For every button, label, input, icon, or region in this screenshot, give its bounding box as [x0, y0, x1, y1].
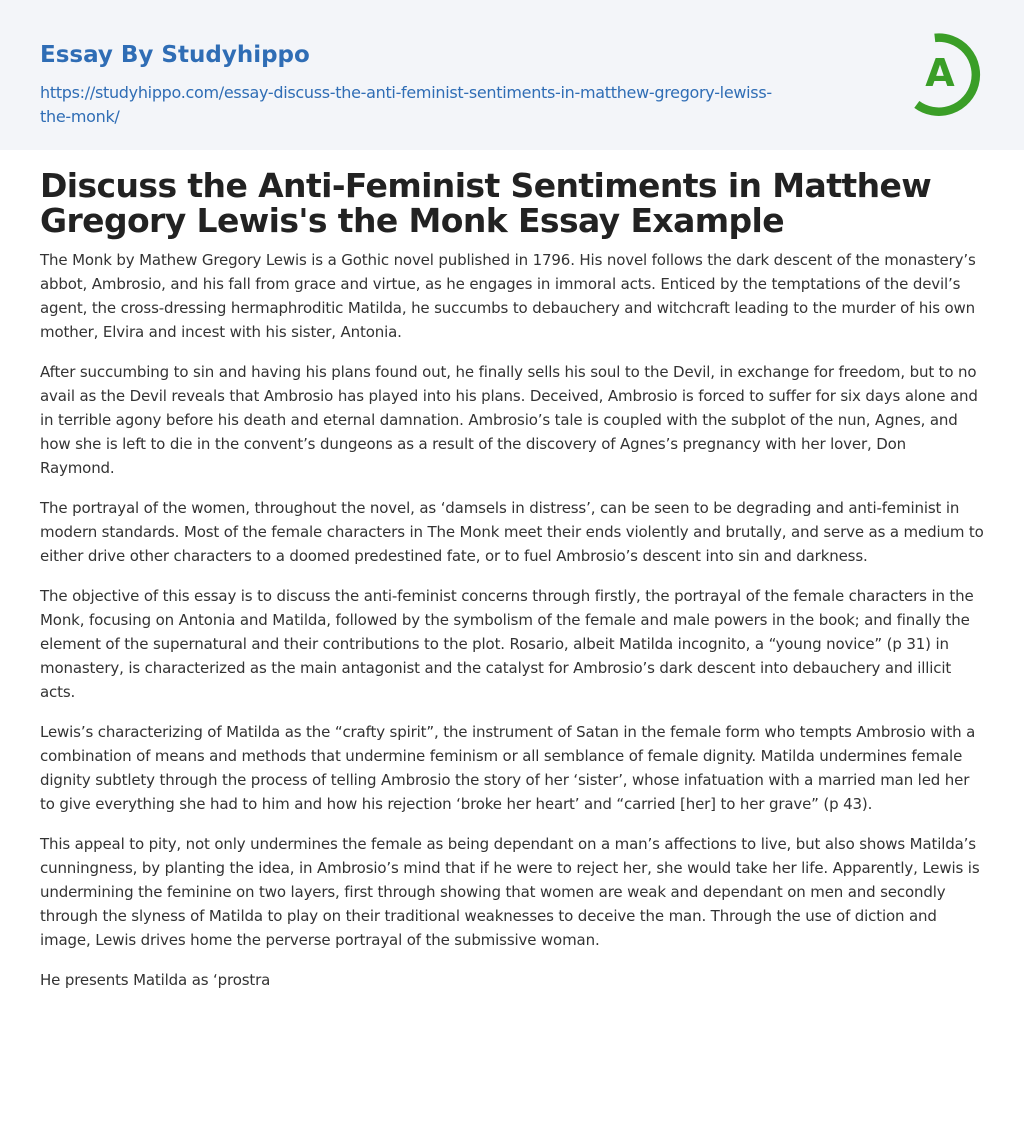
logo-letter: A — [925, 51, 955, 95]
paragraph: After succumbing to sin and having his plans found out, he finally sells his soul to the Devil, in exchange for freedom, but to no avail as the Devil reveals that Ambrosio has played into his plans. Deceived, Ambrosio is forced to suffer for six days alone and in terrible agony before his death and eternal damnation. Ambrosio’s tale is coupled with the subplot of the nun, Agnes, and how she is left to die in the convent’s dungeons as a result of the discovery of Agnes’s pregnancy with her lover, Don Raymond. — [40, 363, 978, 477]
site-header — [0, 0, 1024, 150]
paragraph: Lewis’s characterizing of Matilda as the “crafty spirit”, the instrument of Satan in the female form who tempts Ambrosio with a combination of means and methods that undermine feminism or all semblance of female dignity. Matilda undermines female dignity subtlety through the process of telling Ambrosio the story of her ‘sister’, whose infatuation with a married man led her to give everything she had to him and how his rejection ‘broke her heart’ and “carried [her] to her grave” (p 43). — [40, 723, 976, 813]
essay-content — [0, 150, 1024, 992]
paragraph: The Monk by Mathew Gregory Lewis is a Gothic novel published in 1796. His novel follows the dark descent of the monastery’s abbot, Ambrosio, and his fall from grace and virtue, as he engages in immoral acts. Enticed by the temptations of the devil’s agent, the cross-dressing hermaphroditic Matilda, he succumbs to debauchery and witchcraft leading to the murder of his own mother, Elvira and incest with his sister, Antonia. — [40, 251, 976, 341]
paragraph: This appeal to pity, not only undermines the female as being dependant on a man’s affections to live, but also shows Matilda’s cunningness, by planting the idea, in Ambrosio’s mind that if he were to reject her, she would take her life. Apparently, Lewis is undermining the feminine on two layers, first through showing that women are weak and dependant on men and secondly through the slyness of Matilda to play on their traditional weaknesses to deceive the man. Through the use of diction and image, Lewis drives home the perverse portrayal of the submissive woman. — [40, 835, 980, 949]
paragraph: The objective of this essay is to discuss the anti-feminist concerns through firstly, the portrayal of the female characters in the Monk, focusing on Antonia and Matilda, followed by the symbolism of the female and male powers in the book; and finally the element of the supernatural and their contributions to the plot. Rosario, albeit Matilda incognito, a “young novice” (p 31) in monastery, is characterized as the main antagonist and the catalyst for Ambrosio’s dark descent into debauchery and illicit acts. — [40, 587, 974, 701]
essay-body — [40, 248, 984, 992]
site-title: Essay By Studyhippo — [40, 42, 310, 68]
studyhippo-logo-icon[interactable] — [904, 28, 990, 116]
paragraph: He presents Matilda as ‘prostra — [40, 971, 271, 989]
paragraph: The portrayal of the women, throughout the novel, as ‘damsels in distress’, can be seen to be degrading and anti-feminist in modern standards. Most of the female characters in The Monk meet their ends violently and brutally, and serve as a medium to either drive other characters to a doomed predestined fate, or to fuel Ambrosio’s descent into sin and darkness. — [40, 499, 984, 565]
essay-url-link[interactable]: https://studyhippo.com/essay-discuss-the-anti-feminist-sentiments-in-matthew-gregory-lewiss-the-monk/ — [40, 83, 772, 126]
page-title: Discuss the Anti-Feminist Sentiments in Matthew Gregory Lewis's the Monk Essay Example — [40, 166, 932, 240]
